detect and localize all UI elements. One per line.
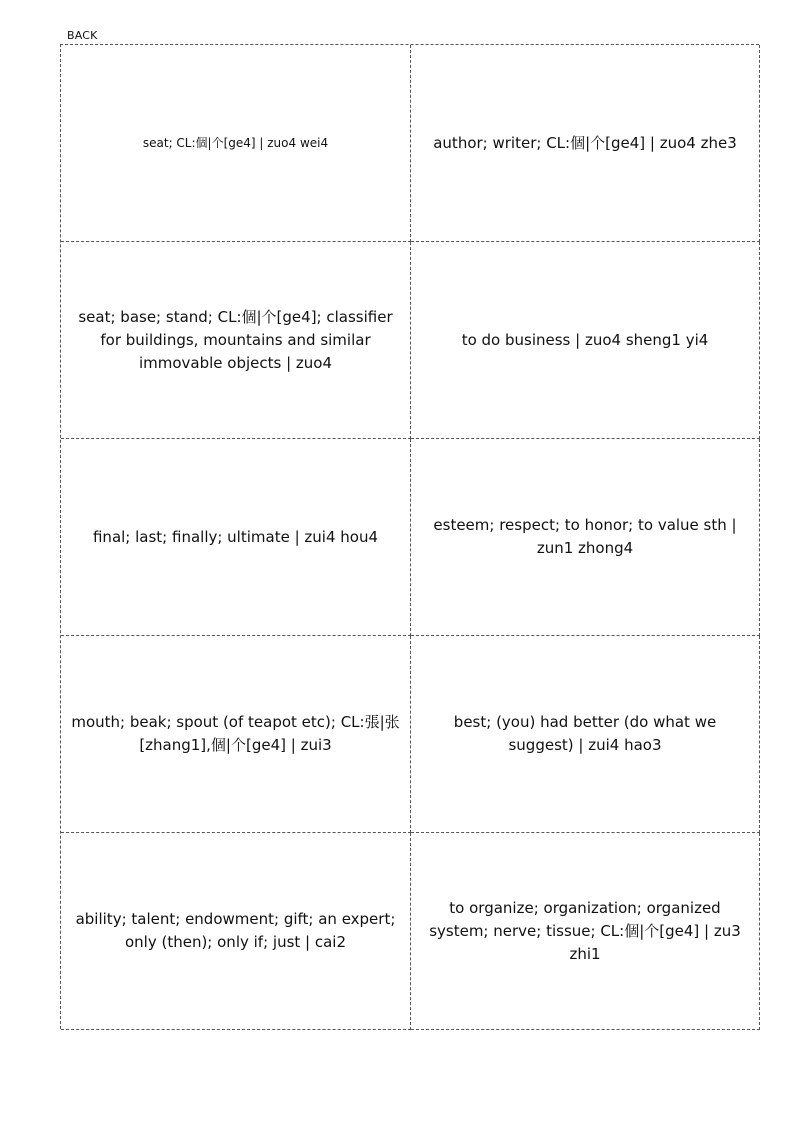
flashcard-grid bbox=[60, 44, 759, 1029]
flashcard-text: best; (you) had better (do what we suggest) | zui4 hao3 bbox=[453, 713, 717, 754]
flashcard-text: seat; base; stand; CL:個|个[ge4]; classifier for buildings, mountains and similar immovable objects | zuo4 bbox=[78, 307, 393, 372]
flashcard-3 bbox=[61, 242, 411, 439]
flashcard-2 bbox=[411, 45, 760, 242]
flashcard-text: to do business | zuo4 sheng1 yi4 bbox=[461, 330, 709, 349]
flashcard-text: author; writer; CL:個|个[ge4] | zuo4 zhe3 bbox=[433, 133, 737, 152]
flashcard-7 bbox=[61, 636, 411, 833]
flashcard-8 bbox=[411, 636, 760, 833]
flashcard-text: to organize; organization; organized system; nerve; tissue; CL:個|个[ge4] | zu3 zhi1 bbox=[429, 898, 741, 963]
page-side-label: BACK bbox=[67, 29, 98, 42]
flashcard-6 bbox=[411, 439, 760, 636]
flashcard-1 bbox=[61, 45, 411, 242]
flashcard-text: seat; CL:個|个[ge4] | zuo4 wei4 bbox=[142, 136, 329, 150]
flashcard-text: esteem; respect; to honor; to value sth | zun1 zhong4 bbox=[433, 516, 737, 557]
flashcard-text: final; last; finally; ultimate | zui4 hou4 bbox=[92, 527, 378, 546]
flashcard-10 bbox=[411, 833, 760, 1030]
flashcard-text: mouth; beak; spout (of teapot etc); CL:張|张[zhang1],個|个[ge4] | zui3 bbox=[71, 713, 400, 754]
flashcard-5 bbox=[61, 439, 411, 636]
flashcard-4 bbox=[411, 242, 760, 439]
flashcard-text: ability; talent; endowment; gift; an expert; only (then); only if; just | cai2 bbox=[75, 910, 396, 951]
flashcard-9 bbox=[61, 833, 411, 1030]
